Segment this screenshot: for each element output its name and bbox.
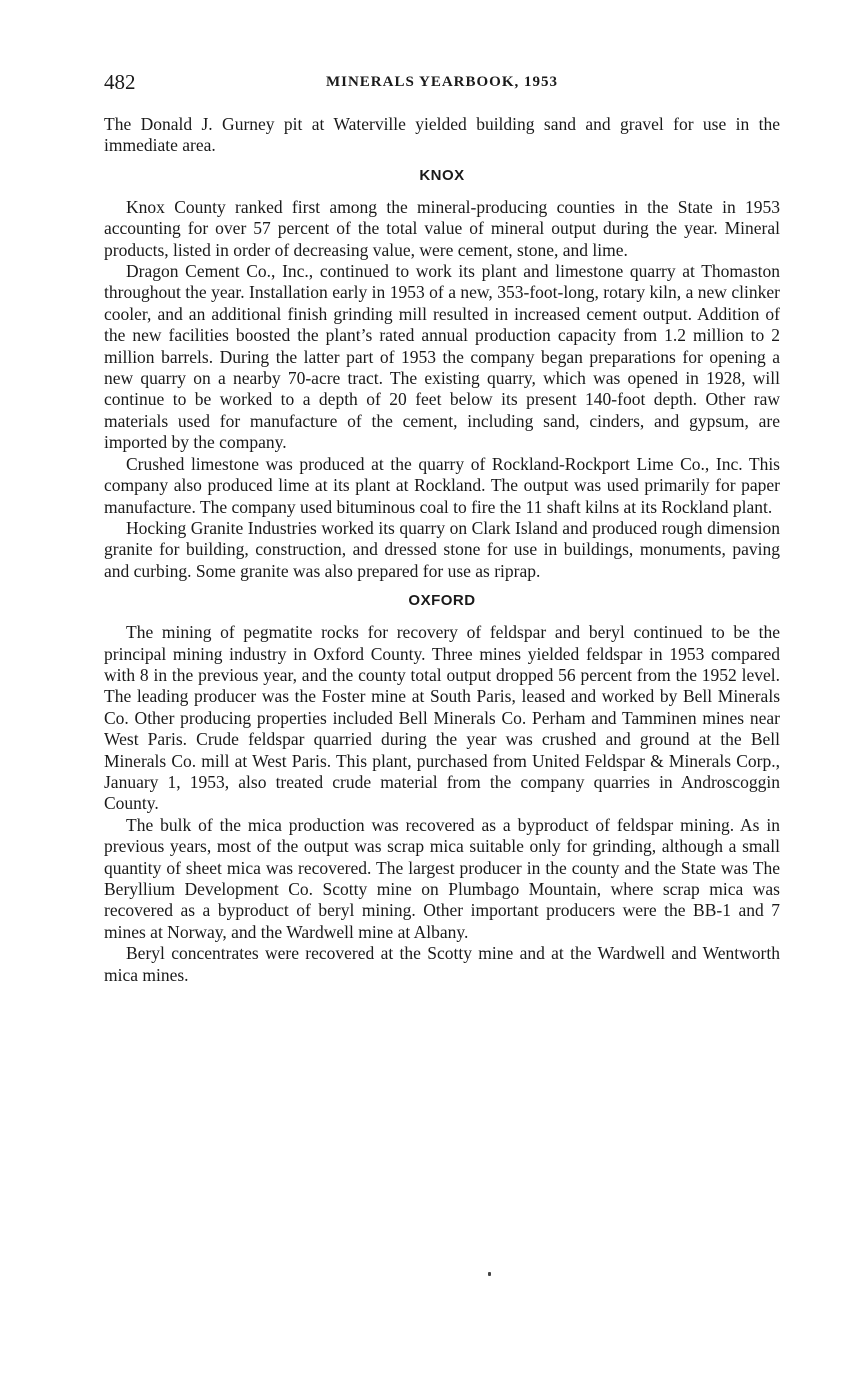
section-oxford xyxy=(104,592,780,986)
section-knox xyxy=(104,167,780,582)
print-speck xyxy=(488,1272,491,1276)
page-number: 482 xyxy=(104,70,136,94)
running-title: MINERALS YEARBOOK, 1953 xyxy=(325,74,559,90)
body-paragraph: Knox County ranked first among the mineral-producing counties in the State in 1953 accounting for over 57 percent of the total value of mineral output during the year. Mineral products, listed in order of decreasing value, were cement, stone, and lime. xyxy=(104,196,780,260)
intro-paragraph: The Donald J. Gurney pit at Waterville yielded building sand and gravel for use in the immediate area. xyxy=(104,114,780,156)
body-paragraph: The bulk of the mica production was recovered as a byproduct of feldspar mining. As in previous years, most of the output was scrap mica suitable only for grinding, although a small quantity of sheet mica was recovered. The largest producer in the county and the State was The Beryllium Development Co. Scotty mine on Plumbago Mountain, where scrap mica was recovered as a byproduct of beryl mining. Other important producers were the BB-1 and 7 mines at Norway, and the Wardwell mine at Albany. xyxy=(104,814,780,942)
document-page xyxy=(104,70,780,986)
body-paragraph: Beryl concentrates were recovered at the Scotty mine and at the Wardwell and Wentworth mica mines. xyxy=(104,943,780,985)
section-heading-knox: KNOX xyxy=(419,166,465,184)
body-paragraph: The mining of pegmatite rocks for recovery of feldspar and beryl continued to be the principal mining industry in Oxford County. Three mines yielded feldspar in 1953 compared with 8 in the previous year, and the county total output dropped 56 percent from the 1952 level. The leading producer was the Foster mine at South Paris, leased and worked by Bell Minerals Co. Other producing properties included Bell Minerals Co. Perham and Tamminen mines near West Paris. Crude feldspar quarried during the year was crushed and ground at the Bell Minerals Co. mill at West Paris. This plant, purchased from United Feldspar & Minerals Corp., January 1, 1953, also treated crude material from the company quarries in Androscoggin County. xyxy=(104,622,780,814)
body-paragraph: Dragon Cement Co., Inc., continued to work its plant and limestone quarry at Thomaston throughout the year. Installation early in 1953 of a new, 353-foot-long, rotary kiln, a new clinker cooler, and an additional finish grinding mill resulted in increased cement output. Addition of the new facilities boosted the plant’s rated annual production capacity from 1.2 million to 2 million barrels. During the latter part of 1953 the company began preparations for opening a new quarry on a nearby 70-acre tract. The existing quarry, which was opened in 1928, will continue to be worked to a depth of 20 feet below its present 140-foot depth. Other raw materials used for manufacture of the cement, including sand, cinders, and gypsum, are imported by the company. xyxy=(104,261,780,453)
body-paragraph: Crushed limestone was produced at the quarry of Rockland-Rockport Lime Co., Inc. This company also produced lime at its plant at Rockland. The output was used primarily for paper manufacture. The company used bituminous coal to fire the 11 shaft kilns at its Rockland plant. xyxy=(104,453,780,517)
body-paragraph: Hocking Granite Industries worked its quarry on Clark Island and produced rough dimension granite for building, construction, and dressed stone for use in buildings, monuments, paving and curbing. Some granite was also prepared for use as riprap. xyxy=(104,517,780,581)
section-heading-oxford: OXFORD xyxy=(408,592,476,610)
running-header xyxy=(104,70,780,100)
